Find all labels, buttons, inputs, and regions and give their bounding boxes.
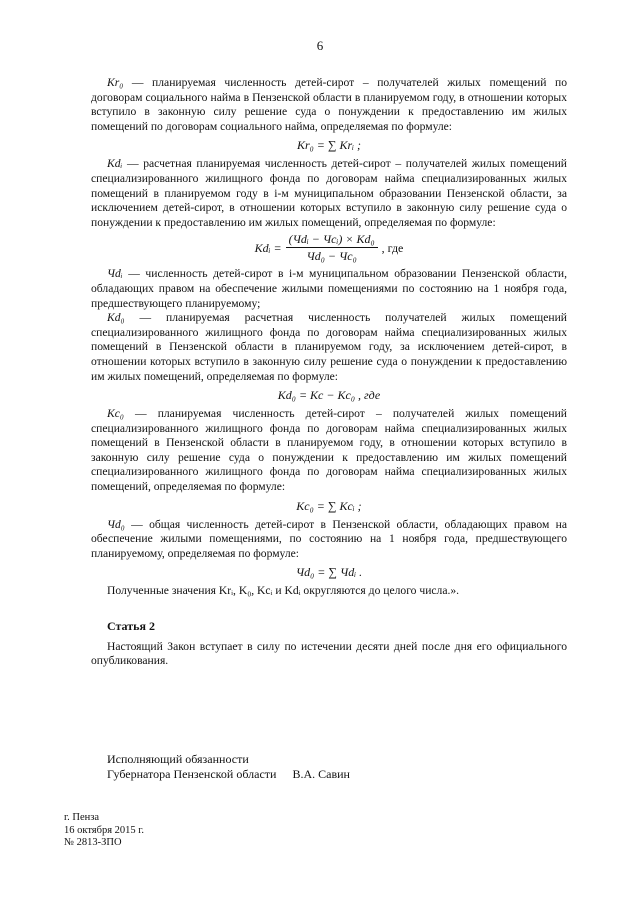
definition-kdi-text: — расчетная планируемая численность детей-сирот – получателей жилых помещений специализированного жилищного фонда по договорам найма специализированных жилых помещений в планируемом году в i-м муниципальном образовании Пензенской области, за исключением детей-сирот, в отношении которых вступило в законную силу решение суда о понуждении к предоставлению им жилых помещений, определяемая по формуле: — [91, 157, 567, 229]
symbol-chdi: Чdᵢ — [107, 267, 123, 281]
symbol-kd0: Kd₀ — [107, 311, 125, 325]
document-footer — [64, 812, 144, 850]
page-number: 6 — [316, 38, 324, 53]
definition-kc0-text: — планируемая численность детей-сирот – получателей жилых помещений специализированного жилищного фонда по договорам найма специализированных жилых помещений в Пензенской области в планируемом году, в отношении которых вступило в законную силу решение суда о понуждении к предоставлению им жилых помещений специализированного жилищного фонда по договорам найма специализированных жилых помещений, определяемая по формуле: — [91, 407, 567, 494]
formula-kdi-lhs: Kdᵢ = — [254, 240, 282, 255]
symbol-kr0: Kr₀ — [107, 76, 124, 89]
definition-kd0 — [91, 311, 567, 384]
definition-chd0-text: — общая численность детей-сирот в Пензенской области, обладающих правом на обеспечение жилыми помещениями, по состоянию на 1 ноября года, предшествующего планируемому, определяемая по формуле: — [91, 517, 567, 560]
rounding-note: Полученные значения Krᵢ, K₀, Kcᵢ и Kdᵢ округляются до целого числа.». — [107, 584, 460, 598]
symbol-chd0: Чd₀ — [107, 517, 125, 531]
formula-kdi — [91, 232, 567, 263]
formula-kdi-fraction — [286, 232, 378, 263]
signature-position: Губернатора Пензенской области — [107, 767, 277, 781]
symbol-kc0: Kc₀ — [107, 407, 124, 421]
formula-kc0: Kc₀ = ∑ Kcᵢ ; — [296, 498, 362, 513]
formula-chd0: Чd₀ = ∑ Чdᵢ . — [295, 565, 363, 580]
formula-kdi-numerator: (Чdᵢ − Чcᵢ) × Kd₀ — [286, 232, 378, 248]
definition-chdi-text: — численность детей-сирот в i-м муниципальном образовании Пензенской области, обладающих правом на обеспечение жилыми помещениями по состоянию на 1 ноября года, предшествующего планируемому; — [91, 267, 567, 310]
signature-title-line1: Исполняющий обязанности — [107, 752, 249, 766]
definition-chd0 — [91, 518, 567, 562]
definition-kr0-text: — планируемая численность детей-сирот – получателей жилых помещений по договорам социального найма в Пензенской области в планируемом году, в отношении которых вступило в законную силу решение суда о понуждении к предоставлению им жилых помещений по договорам социального найма, определяемая по формуле: — [91, 76, 567, 133]
signature-block — [107, 752, 350, 782]
formula-kdi-denominator: Чd₀ − Чc₀ — [306, 249, 357, 264]
footer-number: № 2813-ЗПО — [64, 837, 122, 848]
definition-kc0 — [91, 407, 567, 495]
definition-chdi — [91, 267, 567, 311]
definition-kd0-text: — планируемая расчетная численность получателей жилых помещений специализированного жилищного фонда по договорам найма специализированных жилых помещений в Пензенской области в планируемом году, за исключением детей-сирот, в отношении которых вступило в законную силу решение суда о понуждении к предоставлению им жилых помещений, определяемая по формуле: — [91, 311, 567, 383]
article-heading: Статья 2 — [107, 619, 155, 634]
definition-kdi — [91, 157, 567, 230]
formula-kd0: Kd₀ = Kc − Kc₀ , где — [277, 388, 381, 403]
footer-date: 16 октября 2015 г. — [64, 824, 145, 836]
signature-title-line2 — [107, 767, 350, 782]
symbol-kdi: Kdᵢ — [107, 157, 123, 171]
formula-kdi-tail: , где — [381, 240, 404, 255]
formula-kr0: Kr₀ = ∑ Krᵢ ; — [296, 138, 362, 153]
article-text: Настоящий Закон вступает в силу по истечении десяти дней после дня его официального опубликования. — [91, 639, 567, 668]
definition-kr0 — [91, 76, 567, 134]
signature-name: В.А. Савин — [292, 767, 350, 781]
document-body — [91, 76, 567, 669]
footer-city: г. Пенза — [64, 812, 100, 823]
